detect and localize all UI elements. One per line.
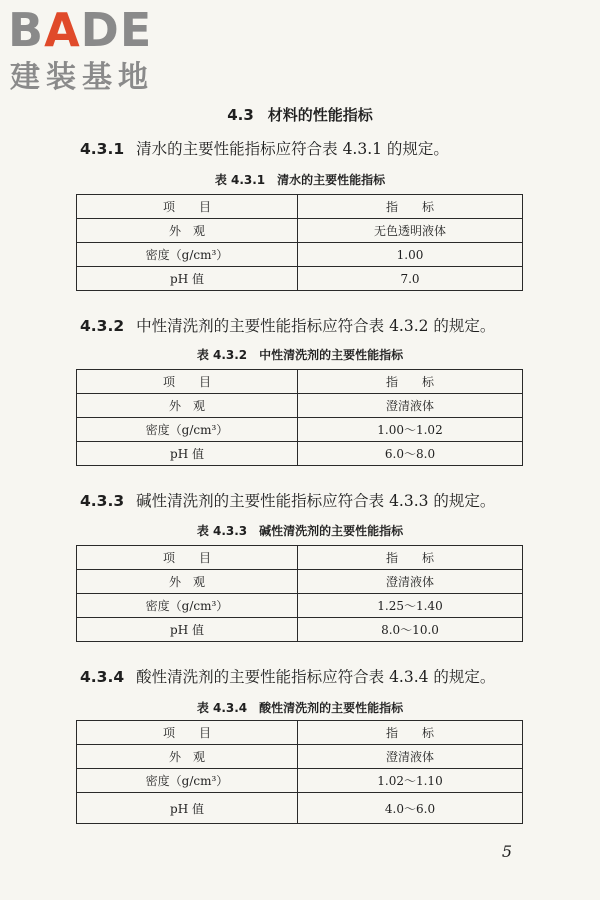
table-caption-number: 表 4.3.3 bbox=[196, 524, 248, 538]
header-indicator: 指 标 bbox=[298, 195, 523, 219]
header-indicator: 指 标 bbox=[298, 370, 523, 394]
row-item: 外 观 bbox=[77, 570, 298, 594]
clause-number: 4.3.1 bbox=[80, 140, 125, 158]
row-item: 密度（g/cm³） bbox=[77, 418, 298, 442]
row-item: pH 值 bbox=[77, 442, 298, 466]
logo-wordmark: BADE bbox=[8, 3, 153, 57]
row-value: 8.0～10.0 bbox=[298, 618, 523, 642]
clause-4-3-4 bbox=[80, 665, 495, 687]
spec-table-4-3-2 bbox=[76, 369, 523, 466]
header-item: 项 目 bbox=[77, 721, 298, 745]
table-caption-number: 表 4.3.1 bbox=[214, 173, 266, 187]
row-value: 澄清液体 bbox=[298, 745, 523, 769]
row-item: 密度（g/cm³） bbox=[77, 243, 298, 267]
header-indicator: 指 标 bbox=[298, 721, 523, 745]
table-header-row bbox=[77, 546, 523, 570]
table-caption-number: 表 4.3.4 bbox=[196, 701, 248, 715]
row-item: pH 值 bbox=[77, 618, 298, 642]
row-item: 外 观 bbox=[77, 745, 298, 769]
page-number: 5 bbox=[501, 842, 512, 861]
row-value: 澄清液体 bbox=[298, 570, 523, 594]
table-row bbox=[77, 219, 523, 243]
table-row bbox=[77, 442, 523, 466]
header-item: 项 目 bbox=[77, 370, 298, 394]
clause-number: 4.3.2 bbox=[80, 317, 125, 335]
table-header-row bbox=[77, 721, 523, 745]
header-item: 项 目 bbox=[77, 195, 298, 219]
table-row bbox=[77, 243, 523, 267]
table-header-row bbox=[77, 370, 523, 394]
row-value: 4.0～6.0 bbox=[298, 793, 523, 824]
section-heading bbox=[0, 104, 600, 125]
row-value: 6.0～8.0 bbox=[298, 442, 523, 466]
clause-text: 碱性清洗剂的主要性能指标应符合表 4.3.3 的规定。 bbox=[136, 492, 496, 510]
row-value: 澄清液体 bbox=[298, 394, 523, 418]
logo-subtitle: 建装基地 bbox=[10, 60, 154, 95]
row-item: pH 值 bbox=[77, 267, 298, 291]
header-item: 项 目 bbox=[77, 546, 298, 570]
spec-table-4-3-1 bbox=[76, 194, 523, 291]
header-indicator: 指 标 bbox=[298, 546, 523, 570]
table-row bbox=[77, 267, 523, 291]
table-row bbox=[77, 769, 523, 793]
row-item: 密度（g/cm³） bbox=[77, 594, 298, 618]
table-caption-number: 表 4.3.2 bbox=[196, 348, 248, 362]
table-header-row bbox=[77, 195, 523, 219]
table-caption-4-3-1 bbox=[0, 171, 600, 188]
table-caption-title: 酸性清洗剂的主要性能指标 bbox=[259, 701, 404, 715]
row-value: 1.00～1.02 bbox=[298, 418, 523, 442]
spec-table-4-3-3 bbox=[76, 545, 523, 642]
table-caption-title: 中性清洗剂的主要性能指标 bbox=[259, 348, 404, 362]
clause-number: 4.3.4 bbox=[80, 668, 125, 686]
clause-text: 中性清洗剂的主要性能指标应符合表 4.3.2 的规定。 bbox=[136, 317, 496, 335]
table-row bbox=[77, 394, 523, 418]
row-value: 1.25～1.40 bbox=[298, 594, 523, 618]
section-number: 4.3 bbox=[227, 106, 254, 124]
table-row bbox=[77, 793, 523, 824]
clause-4-3-1 bbox=[80, 137, 449, 159]
row-value: 1.02～1.10 bbox=[298, 769, 523, 793]
table-caption-title: 碱性清洗剂的主要性能指标 bbox=[259, 524, 404, 538]
section-title: 材料的性能指标 bbox=[267, 106, 373, 124]
table-caption-4-3-4 bbox=[0, 699, 600, 716]
clause-text: 清水的主要性能指标应符合表 4.3.1 的规定。 bbox=[136, 140, 449, 158]
row-item: 密度（g/cm³） bbox=[77, 769, 298, 793]
table-caption-4-3-2 bbox=[0, 346, 600, 363]
table-caption-4-3-3 bbox=[0, 522, 600, 539]
table-row bbox=[77, 418, 523, 442]
clause-4-3-3 bbox=[80, 489, 495, 511]
clause-4-3-2 bbox=[80, 314, 495, 336]
table-row bbox=[77, 594, 523, 618]
row-item: pH 值 bbox=[77, 793, 298, 824]
clause-text: 酸性清洗剂的主要性能指标应符合表 4.3.4 的规定。 bbox=[136, 668, 496, 686]
clause-number: 4.3.3 bbox=[80, 492, 125, 510]
spec-table-4-3-4 bbox=[76, 720, 523, 824]
table-caption-title: 清水的主要性能指标 bbox=[277, 173, 386, 187]
table-row bbox=[77, 745, 523, 769]
row-item: 外 观 bbox=[77, 219, 298, 243]
bade-logo bbox=[8, 3, 178, 96]
table-row bbox=[77, 618, 523, 642]
table-row bbox=[77, 570, 523, 594]
row-value: 1.00 bbox=[298, 243, 523, 267]
row-value: 7.0 bbox=[298, 267, 523, 291]
row-value: 无色透明液体 bbox=[298, 219, 523, 243]
row-item: 外 观 bbox=[77, 394, 298, 418]
